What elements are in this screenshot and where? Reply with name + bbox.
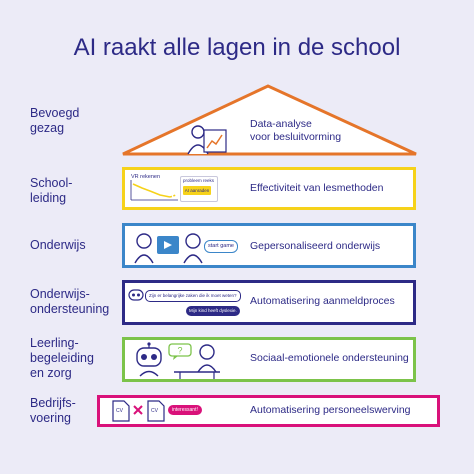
page-title: AI raakt alle lagen in de school bbox=[73, 34, 401, 61]
robot-icon bbox=[134, 342, 164, 378]
layer-desc-onderwijs: Gepersonaliseerd onderwijs bbox=[250, 240, 381, 252]
layer-desc-schoolleiding: Effectiviteit van lesmethoden bbox=[250, 182, 384, 194]
student-right-icon bbox=[183, 232, 203, 264]
layer-label-onderwijs: Onderwijs bbox=[30, 238, 86, 252]
reject-x-icon bbox=[133, 405, 143, 415]
layer-label-schoolleiding: School- leiding bbox=[30, 176, 73, 205]
line-chart-icon bbox=[130, 180, 180, 202]
layer-desc-leerlingbegeleiding: Sociaal-emotionele ondersteuning bbox=[250, 352, 409, 364]
layer-desc-bevoegd-gezag: Data-analyse voor besluitvorming bbox=[250, 118, 342, 143]
cv-left-label: CV bbox=[116, 408, 123, 414]
student-left-icon bbox=[134, 232, 154, 264]
layer-label-leerlingbegeleiding: Leerling- begeleiding en zorg bbox=[30, 336, 94, 380]
layer-label-bedrijfsvoering: Bedrijfs- voering bbox=[30, 396, 76, 425]
student-at-desk-icon bbox=[172, 342, 222, 380]
layer-desc-onderwijsondersteuning: Automatisering aanmeldproces bbox=[250, 295, 395, 307]
interesting-badge: interessant! bbox=[168, 405, 202, 415]
chatbot-icon bbox=[128, 289, 144, 301]
svg-text:?: ? bbox=[177, 345, 183, 356]
cv-right-label: CV bbox=[151, 408, 158, 414]
layer-label-onderwijsondersteuning: Onderwijs- ondersteuning bbox=[30, 287, 110, 316]
chat-question-bubble: Zijn er belangrijke zaken die ik moet weten? bbox=[145, 290, 241, 302]
analyst-person-icon bbox=[186, 124, 236, 156]
ai-recommend-button[interactable]: AI aanraden bbox=[184, 188, 210, 193]
layer-label-bevoegd-gezag: Bevoegd gezag bbox=[30, 106, 80, 135]
layer-desc-bedrijfsvoering: Automatisering personeelswerving bbox=[250, 404, 411, 416]
card-title: probleem reeks bbox=[183, 178, 215, 183]
start-game-chip[interactable]: start game bbox=[204, 240, 238, 253]
play-icon bbox=[163, 240, 173, 250]
chat-answer-bubble: Mijn kind heeft dyslexie. bbox=[186, 306, 240, 316]
chart-label: VR rekenen bbox=[131, 174, 161, 180]
